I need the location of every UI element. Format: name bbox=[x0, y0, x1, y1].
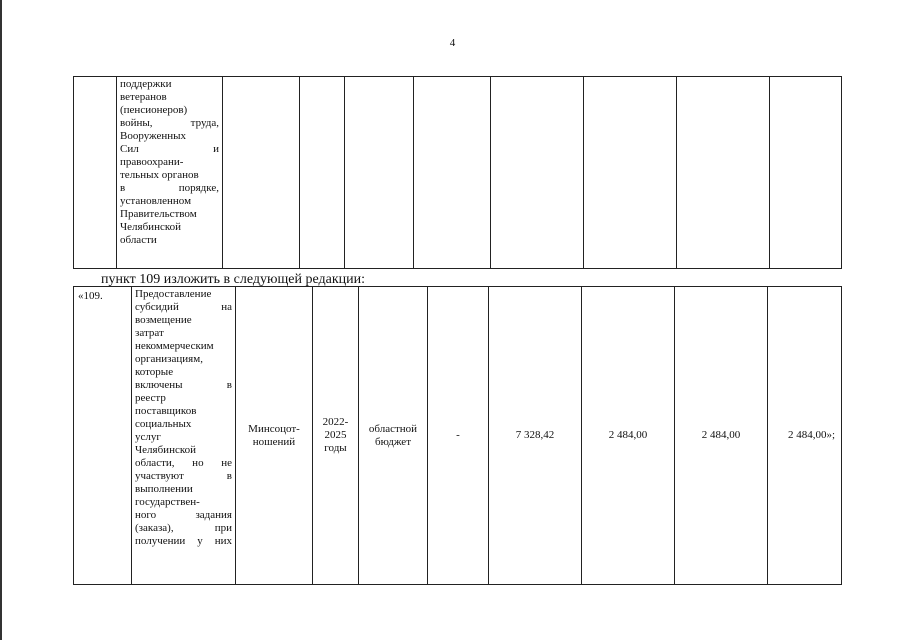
executor-line: ношений bbox=[252, 435, 296, 448]
desc-line: Вооруженных bbox=[120, 130, 187, 142]
desc-line: (пенсионеров) bbox=[120, 104, 188, 116]
desc-line: выполнении bbox=[135, 483, 193, 495]
cell-total bbox=[491, 77, 584, 269]
desc-line: ветеранов bbox=[120, 91, 167, 103]
desc-line: тельных органов bbox=[120, 169, 199, 181]
desc-line: некоммерческим bbox=[135, 340, 214, 352]
cell-total: 7 328,42 bbox=[489, 287, 582, 585]
desc-line: ного задания bbox=[135, 509, 232, 521]
desc-line: правоохрани- bbox=[120, 156, 184, 168]
table-item-109 bbox=[73, 286, 842, 585]
desc-line: области, но не bbox=[135, 457, 232, 469]
cell-year1: 2 484,00 bbox=[582, 287, 675, 585]
source-line: бюджет bbox=[375, 435, 411, 448]
cell-number bbox=[74, 77, 117, 269]
desc-line: субсидий на bbox=[135, 301, 232, 313]
cell-source bbox=[345, 77, 414, 269]
table-continuation bbox=[73, 76, 842, 269]
cell-year2 bbox=[677, 77, 770, 269]
desc-line: социальных bbox=[135, 418, 192, 430]
desc-line: государствен- bbox=[135, 496, 200, 508]
cell-year2: 2 484,00 bbox=[675, 287, 768, 585]
cell-col5 bbox=[414, 77, 491, 269]
desc-line: затрат bbox=[135, 327, 164, 339]
desc-line: Челябинской bbox=[135, 444, 197, 456]
cell-year3 bbox=[770, 77, 842, 269]
cell-description bbox=[132, 287, 236, 585]
desc-line: поддержки bbox=[120, 78, 172, 90]
cell-period bbox=[313, 287, 359, 585]
cell-executor bbox=[236, 287, 313, 585]
table-row bbox=[74, 287, 842, 585]
amendment-instruction: пункт 109 изложить в следующей редакции: bbox=[101, 272, 365, 287]
desc-line: области bbox=[120, 234, 157, 246]
cell-executor bbox=[223, 77, 300, 269]
period-line: годы bbox=[324, 442, 347, 454]
desc-line: включены в bbox=[135, 379, 232, 391]
cell-year1 bbox=[584, 77, 677, 269]
table-row bbox=[74, 77, 842, 269]
desc-line: возмещение bbox=[135, 314, 192, 326]
cell-description bbox=[117, 77, 223, 269]
page-edge-line bbox=[0, 0, 2, 640]
desc-line: Правительством bbox=[120, 208, 197, 220]
cell-col5: - bbox=[428, 287, 489, 585]
desc-line: которые bbox=[135, 366, 174, 378]
desc-line: услуг bbox=[135, 431, 161, 443]
desc-line: участвуют в bbox=[135, 470, 232, 482]
desc-line: поставщиков bbox=[135, 405, 197, 417]
desc-line: установленном bbox=[120, 195, 192, 207]
desc-line: в порядке, bbox=[120, 182, 219, 194]
period-line: 2025 bbox=[324, 429, 347, 441]
cell-period bbox=[300, 77, 345, 269]
desc-line: войны, труда, bbox=[120, 117, 219, 129]
source-line: областной bbox=[368, 422, 418, 435]
cell-year3: 2 484,00»; bbox=[768, 287, 842, 585]
desc-line: получении у них bbox=[135, 535, 232, 547]
desc-line: реестр bbox=[135, 392, 166, 404]
page-number: 4 bbox=[449, 37, 456, 49]
executor-line: Минсоцот- bbox=[248, 422, 300, 435]
desc-line: Предоставление bbox=[135, 288, 212, 300]
desc-line: (заказа), при bbox=[135, 522, 232, 534]
desc-line: организациям, bbox=[135, 353, 203, 365]
desc-line: Сил и bbox=[120, 143, 219, 155]
cell-number: «109. bbox=[74, 287, 132, 585]
period-line: 2022- bbox=[322, 416, 349, 428]
cell-source bbox=[359, 287, 428, 585]
desc-line: Челябинской bbox=[120, 221, 182, 233]
